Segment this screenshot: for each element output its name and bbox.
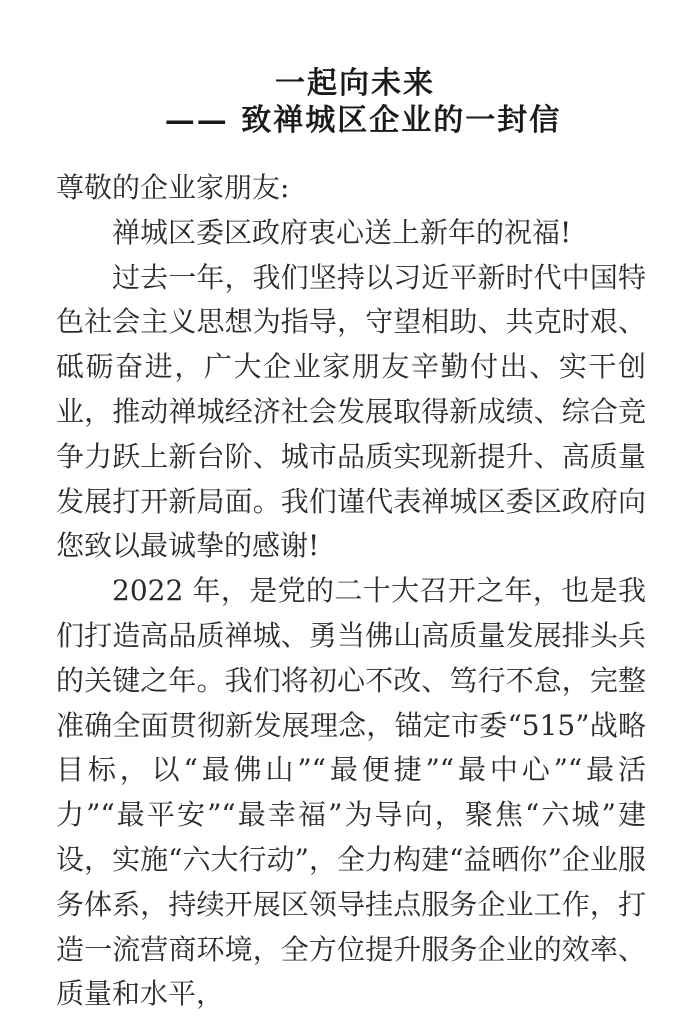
salutation: 尊敬的企业家朋友:: [56, 171, 290, 204]
letter-title: 一起向未来: [275, 66, 435, 101]
paragraph-2022: 2022 年，是党的二十大召开之年，也是我们打造高品质禅城、勇当佛山高质量发展排头兵的关键之年。我们将初心不改、笃行不怠，完整准确全面贯彻新发展理念，锚定市委“515”战略目标，以“最佛山”“最便捷”“最中心”“最活力”“最平安”“最幸福”为导向，聚焦“六城”建设，实施“六大行动”，全力构建“益晒你”企业服务体系，持续开展区领导挂点服务企业工作，打造一流营商环境，全方位提升服务企业的效率、质量和水平，: [56, 574, 646, 1011]
letter-body: [56, 166, 646, 1017]
paragraph-greeting: 禅城区委区政府衷心送上新年的祝福!: [112, 215, 572, 249]
letter-subtitle: —— 致禅城区企业的一封信: [164, 103, 562, 138]
paragraph-past-year: 过去一年，我们坚持以习近平新时代中国特色社会主义思想为指导，守望相助、共克时艰、砥砺奋进，广大企业家朋友辛勤付出、实干创业，推动禅城经济社会发展取得新成绩、综合竞争力跃上新台阶、城市品质实现新提升、高质量发展打开新局面。我们谨代表禅城区委区政府向您致以最诚挚的感谢!: [56, 260, 646, 563]
